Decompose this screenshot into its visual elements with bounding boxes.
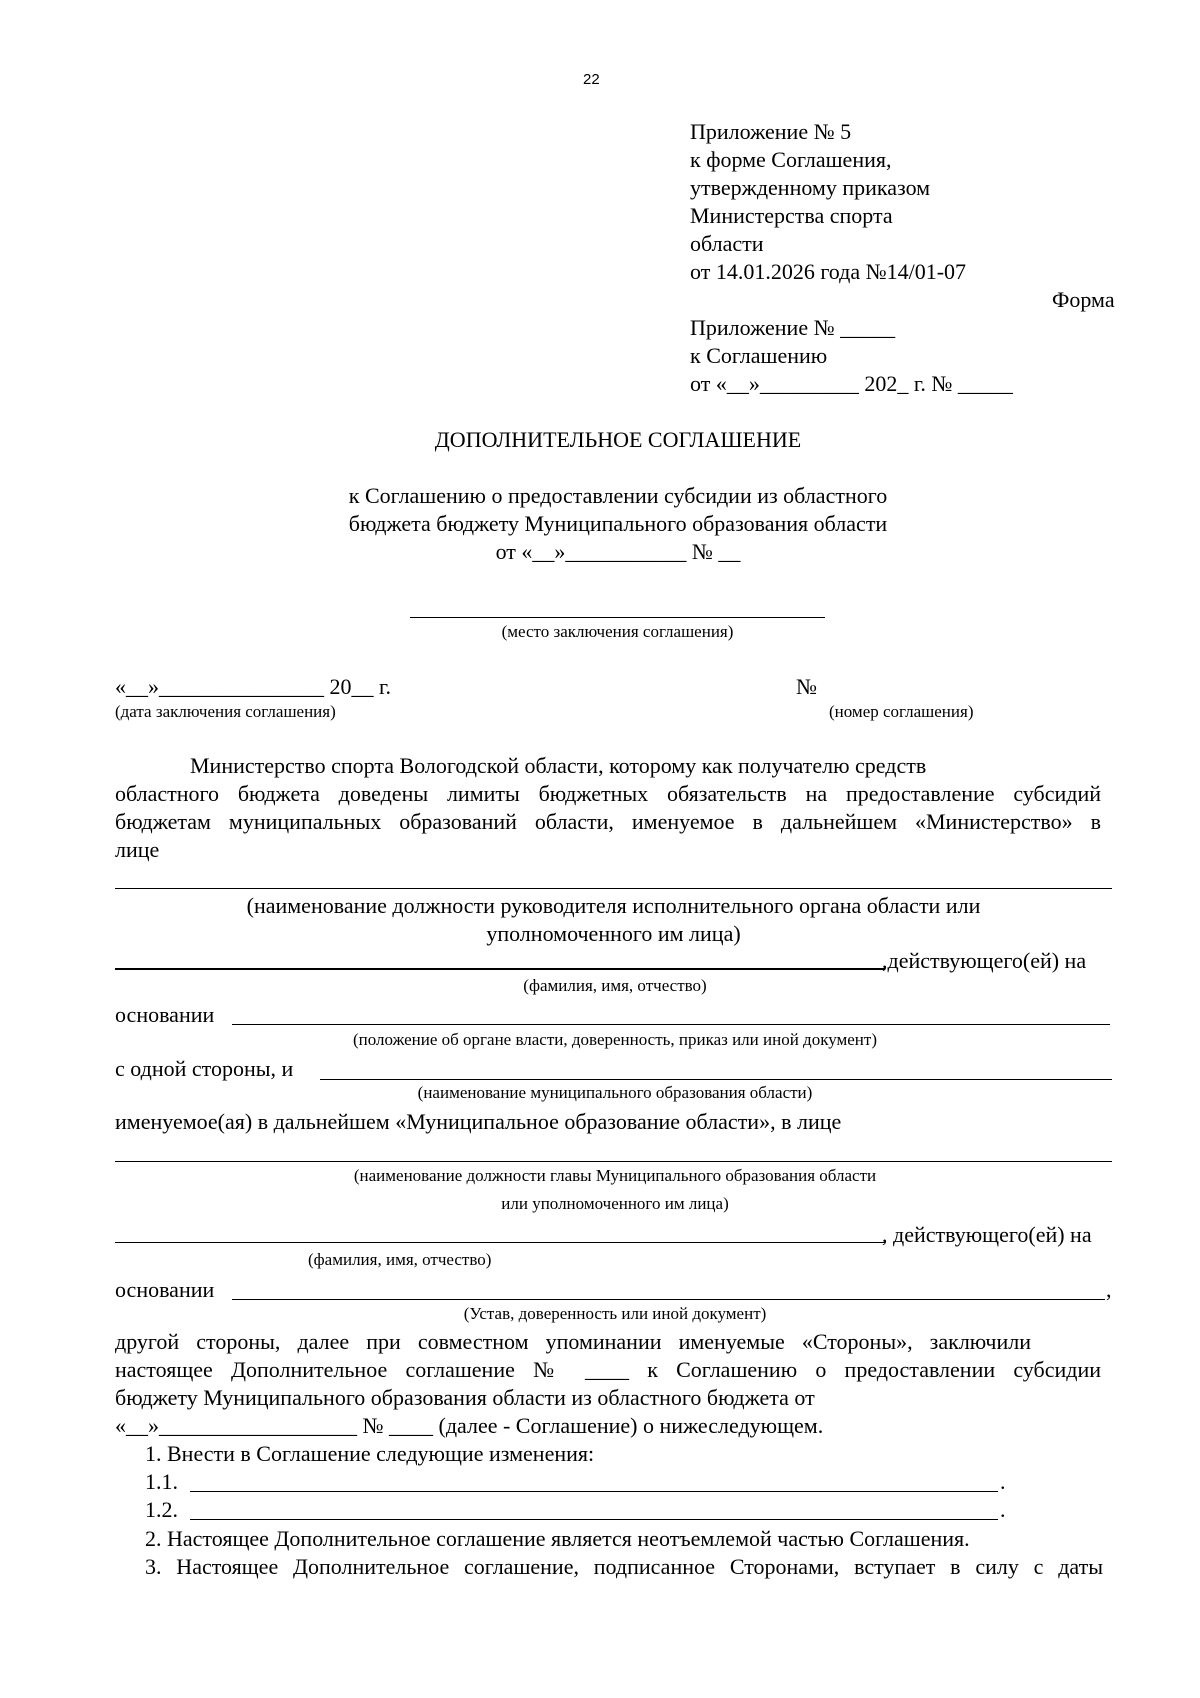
forma-label: Форма bbox=[1052, 287, 1115, 312]
list-item-number: 1.1. bbox=[145, 1469, 178, 1494]
mo-head-field-line[interactable] bbox=[115, 1161, 1112, 1162]
fio-field-line-2[interactable] bbox=[115, 1242, 885, 1243]
place-caption: (место заключения соглашения) bbox=[501, 622, 734, 641]
mo-head-caption: (наименование должности главы Муниципального образования области bbox=[353, 1166, 877, 1185]
body-text-line: бюджету Муниципального образования области из областного бюджета от bbox=[115, 1385, 815, 1410]
basis-caption: (положение об органе власти, доверенность, приказ или иной документ) bbox=[353, 1030, 877, 1049]
agreement-appendix-line: к Соглашению bbox=[690, 343, 828, 368]
change-field-line[interactable] bbox=[190, 1491, 998, 1492]
body-text-line: лице bbox=[115, 837, 160, 862]
body-text-line: областного бюджета доведены лимиты бюджетных обязательств на предоставление субсидий bbox=[115, 781, 1101, 806]
head-position-caption: уполномоченного им лица) bbox=[486, 921, 741, 946]
body-text-line: бюджетам муниципальных образований области, именуемое в дальнейшем «Министерство» в bbox=[115, 809, 1101, 834]
subtitle-line: от «__»___________ № __ bbox=[495, 539, 741, 564]
appendix-line: от 14.01.2026 года №14/01-07 bbox=[690, 259, 967, 284]
change-field-line[interactable] bbox=[190, 1519, 998, 1520]
list-item: 3. Настоящее Дополнительное соглашение, подписанное Сторонами, вступает в силу с даты bbox=[145, 1554, 1103, 1579]
one-side-text: с одной стороны, и bbox=[115, 1056, 294, 1081]
fio-caption-2: (фамилия, имя, отчество) bbox=[308, 1250, 492, 1269]
basis-field-line-2[interactable] bbox=[232, 1299, 1105, 1300]
subtitle-line: к Соглашению о предоставлении субсидии из областного bbox=[348, 483, 888, 508]
subtitle-line: бюджета бюджету Муниципального образования области bbox=[348, 511, 888, 536]
head-position-field-line[interactable] bbox=[115, 888, 1112, 889]
basis-field-line[interactable] bbox=[232, 1024, 1110, 1025]
list-item-number: 1.2. bbox=[145, 1497, 178, 1522]
place-field-line[interactable] bbox=[410, 617, 825, 618]
appendix-line: Министерства спорта bbox=[690, 203, 893, 228]
appendix-line: к форме Соглашения, bbox=[690, 147, 892, 172]
acting-text: ,действующего(ей) на bbox=[882, 948, 1087, 973]
page-number: 22 bbox=[583, 71, 600, 88]
document-title: ДОПОЛНИТЕЛЬНОЕ СОГЛАШЕНИЕ bbox=[434, 427, 802, 452]
acting-text-2: , действующего(ей) на bbox=[882, 1222, 1092, 1247]
agreement-appendix-line: от «__»_________ 202_ г. № _____ bbox=[690, 371, 1013, 396]
appendix-line: области bbox=[690, 231, 764, 256]
appendix-line: Приложение № 5 bbox=[690, 119, 852, 144]
body-text-line: другой стороны, далее при совместном упоминании именуемые «Стороны», заключили bbox=[115, 1329, 1031, 1354]
mo-field-line[interactable] bbox=[320, 1079, 1112, 1080]
head-position-caption: (наименование должности руководителя исполнительного органа области или bbox=[246, 893, 981, 918]
basis-label: основании bbox=[115, 1002, 215, 1027]
date-caption: (дата заключения соглашения) bbox=[115, 702, 336, 721]
date-field[interactable]: «__»_______________ 20__ г. bbox=[115, 674, 392, 699]
list-item-period: . bbox=[1000, 1469, 1006, 1494]
number-field[interactable]: № bbox=[796, 674, 817, 699]
basis-label-2: основании bbox=[115, 1277, 215, 1302]
body-text-line: «__»__________________ № ____ (далее - Соглашение) о нижеследующем. bbox=[115, 1413, 824, 1438]
number-caption: (номер соглашения) bbox=[829, 702, 974, 721]
body-text-line: настоящее Дополнительное соглашение № ____ к Соглашению о предоставлении субсидии bbox=[115, 1357, 1101, 1382]
agreement-appendix-line: Приложение № _____ bbox=[690, 315, 896, 340]
mo-head-caption: или уполномоченного им лица) bbox=[501, 1194, 729, 1213]
fio-caption: (фамилия, имя, отчество) bbox=[523, 976, 707, 995]
body-text-line: Министерство спорта Вологодской области, которому как получателю средств bbox=[190, 753, 927, 778]
list-item: 2. Настоящее Дополнительное соглашение является неотъемлемой частью Соглашения. bbox=[145, 1526, 970, 1551]
appendix-line: утвержденному приказом bbox=[690, 175, 931, 200]
mo-caption: (наименование муниципального образования области) bbox=[417, 1083, 813, 1102]
list-item: 1. Внести в Соглашение следующие изменения: bbox=[145, 1441, 595, 1466]
basis-comma: , bbox=[1106, 1277, 1112, 1302]
basis-caption-2: (Устав, доверенность или иной документ) bbox=[463, 1304, 767, 1323]
fio-field-line[interactable] bbox=[115, 968, 885, 970]
named-mo-text: именуемое(ая) в дальнейшем «Муниципальное образование области», в лице bbox=[115, 1109, 842, 1134]
list-item-period: . bbox=[1000, 1497, 1006, 1522]
